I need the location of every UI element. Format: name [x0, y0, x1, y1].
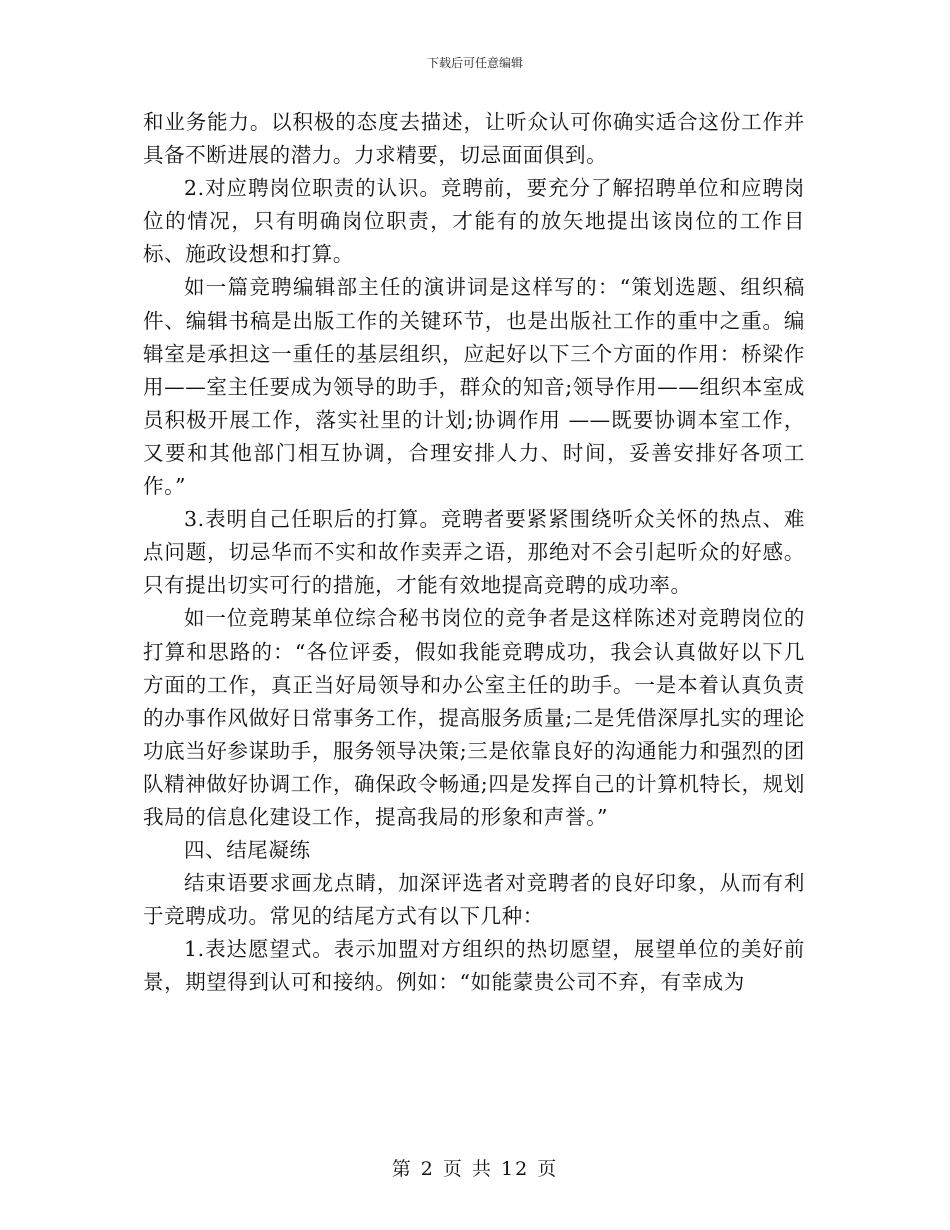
footer-total-pages: 12: [501, 1158, 530, 1180]
paragraph-point-2: 2.对应聘岗位职责的认识。竞聘前，要充分了解招聘单位和应聘岗位的情况，只有明确岗位职责，才能有的放矢地提出该岗位的工作目标、施政设想和打算。: [143, 176, 805, 267]
paragraph-continuation: 和业务能力。以积极的态度去描述，让听众认可你确实适合这份工作并具备不断进展的潜力。力求精要，切忌面面俱到。: [143, 110, 805, 168]
section-heading-4: 四、结尾凝练: [184, 838, 311, 863]
footer-middle: 页 共: [442, 1158, 493, 1180]
paragraph-point-3: 3.表明自己任职后的打算。竞聘者要紧紧围绕听众关怀的热点、难点问题，切忌华而不实和故作卖弄之语，那绝对不会引起听众的好感。只有提出切实可行的措施，才能有效地提高竞聘的成功率。: [143, 507, 805, 598]
paragraph-ending-style-1: 1.表达愿望式。表示加盟对方组织的热切愿望，展望单位的美好前景，期望得到认可和接纳。例如：“如能蒙贵公司不弃，有幸成为: [143, 937, 805, 995]
paragraph-example-secretary: 如一位竞聘某单位综合秘书岗位的竞争者是这样陈述对竞聘岗位的打算和思路的：“各位评委，假如我能竞聘成功，我会认真做好以下几方面的工作，真正当好局领导和办公室主任的助手。一是本着认真负责的办事作风做好日常事务工作，提高服务质量;二是凭借深厚扎实的理论功底当好参谋助手，服务领导决策;三是依靠良好的沟通能力和强烈的团队精神做好协调工作，确保政令畅通;四是发挥自己的计算机特长，规划我局的信息化建设工作，提高我局的形象和声誉。”: [143, 606, 805, 829]
footer-prefix: 第: [391, 1158, 413, 1180]
document-body: [143, 106, 805, 1000]
footer-current-page: 2: [420, 1158, 435, 1180]
paragraph-example-editor: 如一篇竞聘编辑部主任的演讲词是这样写的：“策划选题、组织稿件、编辑书稿是出版工作的关键环节，也是出版社工作的重中之重。编辑室是承担这一重任的基层组织，应起好以下三个方面的作用：桥梁作用——室主任要成为领导的助手，群众的知音;领导作用——组织本室成员积极开展工作，落实社里的计划;协调作用 ——既要协调本室工作，又要和其他部门相互协调，合理安排人力、时间，妥善安排好各项工作。”: [143, 275, 805, 499]
footer-suffix: 页: [537, 1158, 559, 1180]
paragraph-conclusion-intro: 结束语要求画龙点睛，加深评选者对竞聘者的良好印象，从而有利于竞聘成功。常见的结尾方式有以下几种：: [143, 871, 805, 929]
page-footer: [0, 1154, 950, 1181]
page-header: 下载后可任意编辑: [426, 56, 523, 70]
